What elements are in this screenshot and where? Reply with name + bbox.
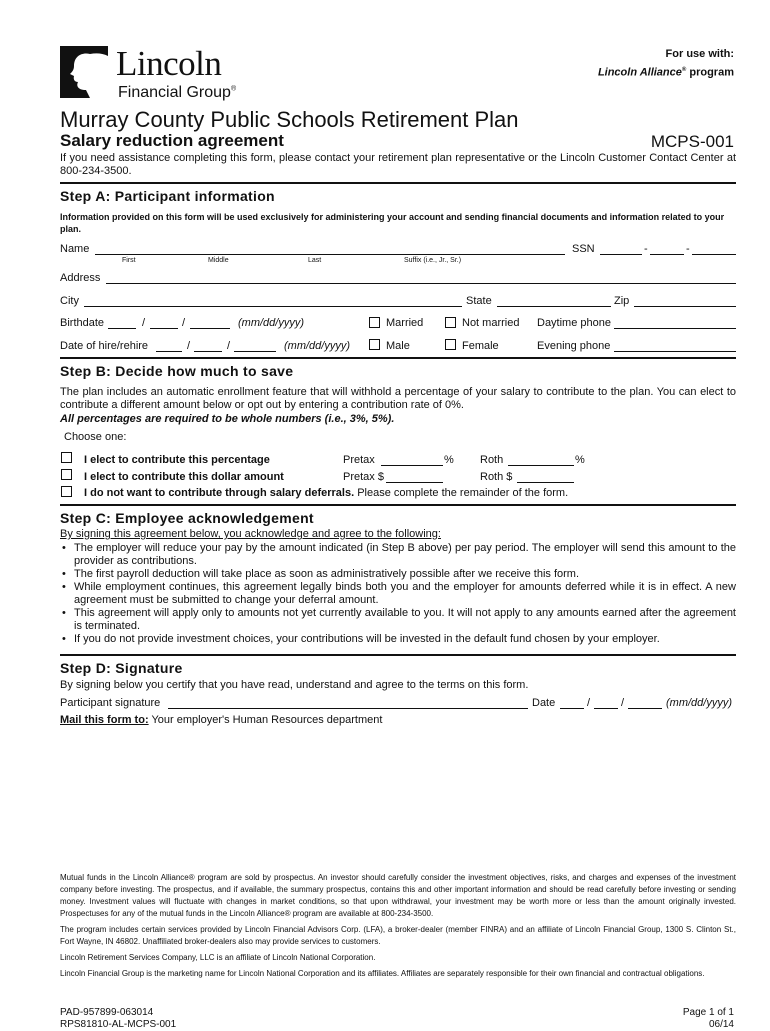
list-item: • The employer will reduce your pay by the amount indicated (in Step B above) per pay period. The employer will send this amount to the provider as contributions. <box>60 542 736 568</box>
name-field[interactable] <box>95 244 565 255</box>
date-slash: / <box>187 340 191 352</box>
city-field[interactable] <box>84 296 462 307</box>
not-married-checkbox[interactable] <box>445 317 456 328</box>
date-format-hint: (mm/dd/yyyy) <box>284 340 350 352</box>
roth-percent-field[interactable] <box>508 455 574 466</box>
intro-text: If you need assistance completing this form, please contact your retirement plan representative or the Lincoln Customer Contact Center at 800-234-3500. <box>60 152 736 177</box>
birthdate-label: Birthdate <box>60 317 105 329</box>
divider <box>60 654 736 656</box>
for-use-program: Lincoln Alliance® program <box>597 66 734 79</box>
first-caption: First <box>122 257 136 264</box>
suffix-caption: Suffix (i.e., Jr., Sr.) <box>404 257 462 264</box>
married-checkbox[interactable] <box>369 317 380 328</box>
hire-month-field[interactable] <box>156 341 182 352</box>
whole-numbers-note: All percentages are required to be whole numbers (i.e., 3%, 5%). <box>60 413 395 425</box>
ssn-field-1[interactable] <box>600 244 642 255</box>
pretax-dollar-field[interactable] <box>386 472 443 483</box>
step-b-heading: Step B: Decide how much to save <box>60 363 294 379</box>
list-item: • If you do not provide investment choices, your contributions will be invested in the default fund chosen by your employer. <box>60 633 736 646</box>
disclosure-paragraph: Lincoln Retirement Services Company, LLC is an affiliate of Lincoln National Corporation. <box>60 953 376 962</box>
date-slash: / <box>621 697 625 709</box>
divider <box>60 357 736 359</box>
hire-day-field[interactable] <box>194 341 222 352</box>
list-item: • While employment continues, this agreement legally binds both you and the employer for amounts deferred while it is in effect. A new agreement must be submitted to change your deferral amount. <box>60 581 736 607</box>
disclosure-paragraph: The program includes certain services provided by Lincoln Financial Advisors Corp. (LFA), a broker-dealer (member FINRA) and an affiliate of Lincoln Financial Group, 1300 S. Clinton St., Fort Wayne, IN 46802. Unaffiliated broker-dealers also may provide services to customers. <box>60 925 736 946</box>
daytime-phone-field[interactable] <box>614 318 736 329</box>
birth-day-field[interactable] <box>150 318 178 329</box>
sign-year-field[interactable] <box>628 698 662 709</box>
evening-phone-field[interactable] <box>614 341 736 352</box>
address-label: Address <box>60 272 101 284</box>
mail-instructions: Mail this form to: Your employer's Human Resources department <box>60 714 383 726</box>
logo-subtitle: Financial Group® <box>118 84 237 101</box>
for-use-note <box>598 46 734 81</box>
evening-phone-label: Evening phone <box>537 340 611 352</box>
footer-code: RPS81810-AL-MCPS-001 <box>60 1019 177 1030</box>
zip-field[interactable] <box>634 296 736 307</box>
signature-label: Participant signature <box>60 697 161 709</box>
state-label: State <box>466 295 492 307</box>
date-slash: / <box>182 317 186 329</box>
lincoln-profile-icon <box>60 44 110 100</box>
ssn-field-3[interactable] <box>692 244 736 255</box>
form-code: MCPS-001 <box>650 132 734 151</box>
male-label: Male <box>386 340 410 352</box>
birth-month-field[interactable] <box>108 318 136 329</box>
acknowledgement-list <box>60 542 736 646</box>
percent-sign: % <box>575 454 585 466</box>
ssn-dash: - <box>686 243 690 255</box>
contribute-dollar-checkbox[interactable] <box>61 469 72 480</box>
female-checkbox[interactable] <box>445 339 456 350</box>
step-b-paragraph: The plan includes an automatic enrollment feature that will withhold a percentage of your salary to contribute to the plan. You can elect to contribute a different amount below or opt out by entering a contribution rate of 0%. <box>60 386 736 411</box>
step-a-heading: Step A: Participant information <box>60 188 275 204</box>
certify-text: By signing below you certify that you have read, understand and agree to the terms on this form. <box>60 679 529 691</box>
footer-codes <box>60 1007 176 1031</box>
date-slash: / <box>227 340 231 352</box>
acknowledgement-lead: By signing this agreement below, you acknowledge and agree to the following: <box>60 528 441 540</box>
revision-date: 06/14 <box>708 1019 734 1030</box>
ssn-label: SSN <box>572 243 595 255</box>
pretax-dollar-label: Pretax $ <box>343 471 384 483</box>
birth-year-field[interactable] <box>190 318 230 329</box>
page-title: Murray County Public Schools Retirement Plan <box>60 107 519 132</box>
hire-year-field[interactable] <box>234 341 276 352</box>
opt-out-label: I do not want to contribute through salary deferrals. Please complete the remainder of the form. <box>84 487 569 499</box>
address-field[interactable] <box>106 273 736 284</box>
hire-date-label: Date of hire/rehire <box>60 340 149 352</box>
divider <box>60 504 736 506</box>
percent-sign: % <box>444 454 454 466</box>
pretax-percent-field[interactable] <box>381 455 443 466</box>
ssn-dash: - <box>644 243 648 255</box>
ssn-field-2[interactable] <box>650 244 684 255</box>
form-subtitle: Salary reduction agreement <box>60 131 284 150</box>
pretax-label: Pretax <box>343 454 375 466</box>
not-married-label: Not married <box>462 317 520 329</box>
roth-dollar-label: Roth $ <box>480 471 513 483</box>
logo-wordmark: Lincoln <box>116 44 222 83</box>
roth-label: Roth <box>480 454 504 466</box>
female-label: Female <box>462 340 499 352</box>
state-field[interactable] <box>497 296 611 307</box>
for-use-label: For use with: <box>665 48 734 60</box>
footer-code: PAD-957899-063014 <box>60 1007 154 1018</box>
male-checkbox[interactable] <box>369 339 380 350</box>
contribute-percentage-checkbox[interactable] <box>61 452 72 463</box>
disclosures <box>60 872 736 984</box>
date-slash: / <box>142 317 146 329</box>
roth-dollar-field[interactable] <box>517 472 574 483</box>
choose-one-label: Choose one: <box>64 431 127 443</box>
date-label: Date <box>532 697 556 709</box>
divider <box>60 182 736 184</box>
disclosure-paragraph: Mutual funds in the Lincoln Alliance® program are sold by prospectus. An investor should carefully consider the investment objectives, risks, and charges and expenses of the investment company before investing. The prospectus, and if available, the summary prospectus, contains this and other important information and should be read carefully before investing or sending money. Investment values will fluctuate with changes in market conditions, so that upon withdrawal, your investment may be worth more or less than the amount originally invested. Prospectuses for any of the mutual funds in the Lincoln Alliance® program are available at 800-234-3500. <box>60 873 736 918</box>
daytime-phone-label: Daytime phone <box>537 317 611 329</box>
name-label: Name <box>60 243 90 255</box>
middle-caption: Middle <box>208 257 229 264</box>
signature-field[interactable] <box>168 698 528 709</box>
contribute-dollar-label: I elect to contribute this dollar amount <box>84 471 284 483</box>
step-d-heading: Step D: Signature <box>60 660 183 676</box>
last-caption: Last <box>308 257 322 264</box>
footer-page-info <box>683 1007 734 1031</box>
sign-month-field[interactable] <box>560 698 584 709</box>
city-label: City <box>60 295 79 307</box>
contribute-percentage-label: I elect to contribute this percentage <box>84 454 270 466</box>
list-item: • The first payroll deduction will take place as soon as administratively possible after we receive this form. <box>60 568 736 581</box>
page-number: Page 1 of 1 <box>682 1007 734 1018</box>
date-format-hint: (mm/dd/yyyy) <box>238 317 304 329</box>
step-a-note: Information provided on this form will be used exclusively for administering your account and sending financial documents and information related to your plan. <box>60 212 725 234</box>
sign-day-field[interactable] <box>594 698 618 709</box>
list-item: • This agreement will apply only to amounts not yet currently available to you. It will not apply to any amounts earned after the agreement is terminated. <box>60 607 736 633</box>
disclosure-paragraph: Lincoln Financial Group is the marketing name for Lincoln National Corporation and its affiliates. Affiliates are separately responsible for their own financial and contractual obligations. <box>60 969 705 978</box>
date-format-hint: (mm/dd/yyyy) <box>666 697 732 709</box>
step-c-heading: Step C: Employee acknowledgement <box>60 510 314 526</box>
date-slash: / <box>587 697 591 709</box>
married-label: Married <box>386 317 424 329</box>
opt-out-checkbox[interactable] <box>61 486 72 497</box>
zip-label: Zip <box>614 295 630 307</box>
